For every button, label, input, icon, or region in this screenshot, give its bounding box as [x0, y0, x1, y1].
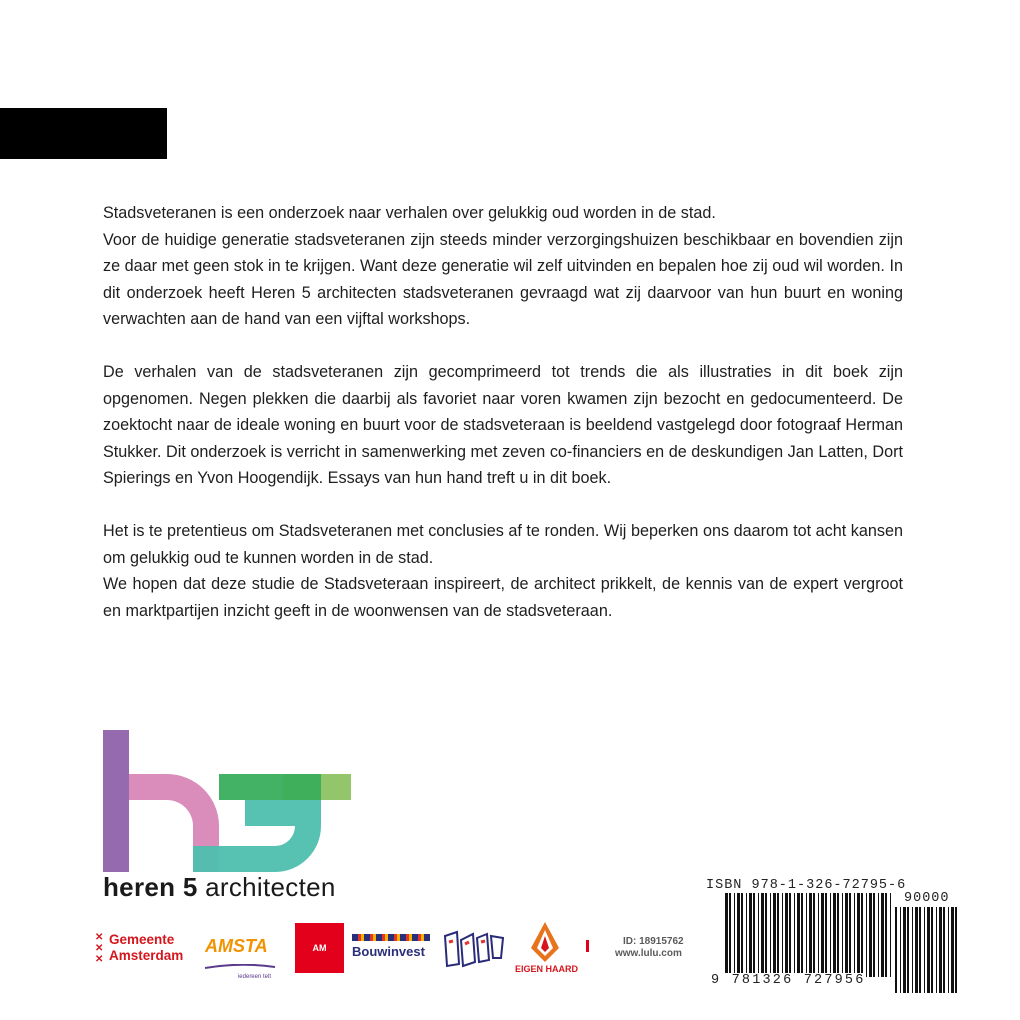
barcode-bar: [955, 907, 957, 993]
logo-wordmark: [103, 872, 336, 903]
barcode-bar: [749, 893, 752, 977]
gemeente-line2: Amsterdam: [109, 948, 184, 963]
barcode-bar: [948, 907, 949, 993]
lulu-id: ID: 18915762: [623, 936, 684, 947]
barcode-bar: [907, 907, 909, 993]
barcode-bar: [915, 907, 918, 993]
barcode-bar: [903, 907, 906, 993]
logo-word-light: architecten: [205, 872, 336, 902]
logo-t-bar: [219, 774, 321, 800]
barcode-digits: 9 781326 727956: [711, 973, 866, 988]
barcode-bar: [857, 893, 860, 977]
amsta-name: AMSTA: [205, 936, 268, 956]
barcode-bar: [806, 893, 807, 977]
amsta-swoosh-icon: [205, 964, 275, 969]
barcode-bar: [765, 893, 767, 977]
barcode-bar: [890, 893, 891, 977]
barcode-bar: [900, 907, 901, 993]
lulu-id-block: [615, 936, 684, 960]
barcode-bar: [939, 907, 942, 993]
red-mark: [586, 940, 589, 952]
barcode-bar: [881, 893, 884, 977]
logo-word-bold: heren 5: [103, 872, 198, 902]
barcode-bar: [837, 893, 839, 977]
barcode-bar: [761, 893, 764, 977]
paragraph-line: De verhalen van de stadsveteranen zijn gecomprimeerd tot trends die als illustraties in dit boek zijn opgenomen. Negen plekken die daarbij als favoriet naar voren kwamen zijn bezocht en gedocumenteerd. De zoektocht naar de ideale woning en buurt voor de stadsveteraan is beeldend vastgelegd door fotograaf Herman Stukker. Dit onderzoek is verricht in samenwerking met zeven co-financiers en de deskundigen Jan Latten, Dort Spierings en Yvon Hoogendijk. Essays van hun hand treft u in dit boek.: [103, 362, 903, 488]
ean13-barcode: [725, 893, 893, 977]
barcode-bar: [746, 893, 747, 977]
barcode-bar: [809, 893, 812, 977]
bouwinvest-name: Bouwinvest: [352, 944, 425, 959]
barcode-bar: [943, 907, 945, 993]
barcode-bar: [924, 907, 925, 993]
am-logo: AM: [295, 923, 344, 973]
gemeente-amsterdam-logo: [95, 932, 200, 968]
eigen-haard-name: EIGEN HAARD: [515, 964, 579, 974]
barcode-bar: [895, 907, 897, 993]
paragraph-2: [103, 359, 903, 492]
barcode-bar: [936, 907, 937, 993]
sponsor-logos: [95, 918, 715, 980]
amsta-logo: [205, 936, 277, 980]
logo-h-stem: [103, 730, 129, 872]
paragraph-line: We hopen dat deze studie de Stadsveteraan inspireert, de architect prikkelt, de kennis van de expert vergroot en marktpartijen inzicht geeft in de woonwensen van de stadsveteraan.: [103, 575, 903, 620]
lulu-url: www.lulu.com: [615, 948, 682, 959]
barcode-bar: [885, 893, 887, 977]
barcode-bar: [818, 893, 819, 977]
paragraph-line: Stadsveteranen is een onderzoek naar verhalen over gelukkig oud worden in de stad.: [103, 204, 716, 222]
barcode-bar: [931, 907, 933, 993]
addon-barcode: [895, 907, 960, 993]
eigen-haard-logo: [515, 920, 579, 978]
barcode-bar: [866, 893, 867, 977]
amsta-tagline: iedereen telt: [237, 974, 271, 980]
barcode-bar: [758, 893, 759, 977]
barcode-bar: [813, 893, 815, 977]
barcode-bar: [951, 907, 954, 993]
barcode-bar: [869, 893, 872, 977]
isbn-text: ISBN 978-1-326-72795-6: [706, 878, 907, 893]
barcode-bar: [830, 893, 831, 977]
barcode-bar: [878, 893, 879, 977]
barcode-bar: [873, 893, 875, 977]
barcode-bar: [729, 893, 731, 977]
barcode-bar: [842, 893, 843, 977]
barcode-bar: [741, 893, 743, 977]
barcode-bar: [845, 893, 848, 977]
barcode-bar: [797, 893, 800, 977]
barcode-bar: [725, 893, 728, 977]
barcode-bar: [777, 893, 779, 977]
barcode-bar: [861, 893, 863, 977]
barcode-bar: [773, 893, 776, 977]
barcode-bar: [789, 893, 791, 977]
barcode-bar: [785, 893, 788, 977]
barcode-bar: [825, 893, 827, 977]
barcode-bar: [927, 907, 930, 993]
amsterdam-xxx-icon: ✕ ✕ ✕: [95, 932, 104, 965]
barcode-bar: [821, 893, 824, 977]
flame-icon: [515, 920, 575, 964]
barcode-bar: [737, 893, 740, 977]
barcode-bar: [753, 893, 755, 977]
price-code: 90000: [904, 891, 950, 906]
barcode-bar: [912, 907, 913, 993]
paragraph-3: [103, 518, 903, 624]
bouwinvest-stripe-icon: [352, 934, 430, 941]
barcode-bar: [734, 893, 735, 977]
heren5-logo-mark: [103, 730, 353, 876]
barcode-bar: [854, 893, 855, 977]
barcode-bar: [794, 893, 795, 977]
gemeente-line1: Gemeente: [109, 932, 175, 947]
barcode-bar: [782, 893, 783, 977]
paragraph-line: Het is te pretentieus om Stadsveteranen met conclusies af te ronden. Wij beperken ons daarom tot acht kansen om gelukkig oud te kunnen worden in de stad.: [103, 521, 903, 567]
barcode-bar: [919, 907, 921, 993]
barcode-bar: [833, 893, 836, 977]
barcode-bar: [801, 893, 803, 977]
black-title-bar: [0, 108, 167, 159]
back-cover-text: [103, 200, 903, 650]
dens-logo-icon: [441, 928, 507, 970]
barcode-bar: [849, 893, 851, 977]
paragraph-line: Voor de huidige generatie stadsveteranen zijn steeds minder verzorgingshuizen beschikbaar en bovendien zijn ze daar met geen stok in te krijgen. Want deze generatie wil zelf uitvinden en bepalen hoe zij oud wil worden. In dit onderzoek heeft Heren 5 architecten stadsveteranen gevraagd wat zij daarvoor van hun buurt en woning verwachten aan de hand van een vijftal workshops.: [103, 230, 903, 329]
barcode-bar: [770, 893, 771, 977]
paragraph-1: [103, 200, 903, 333]
bouwinvest-logo: [352, 934, 432, 966]
